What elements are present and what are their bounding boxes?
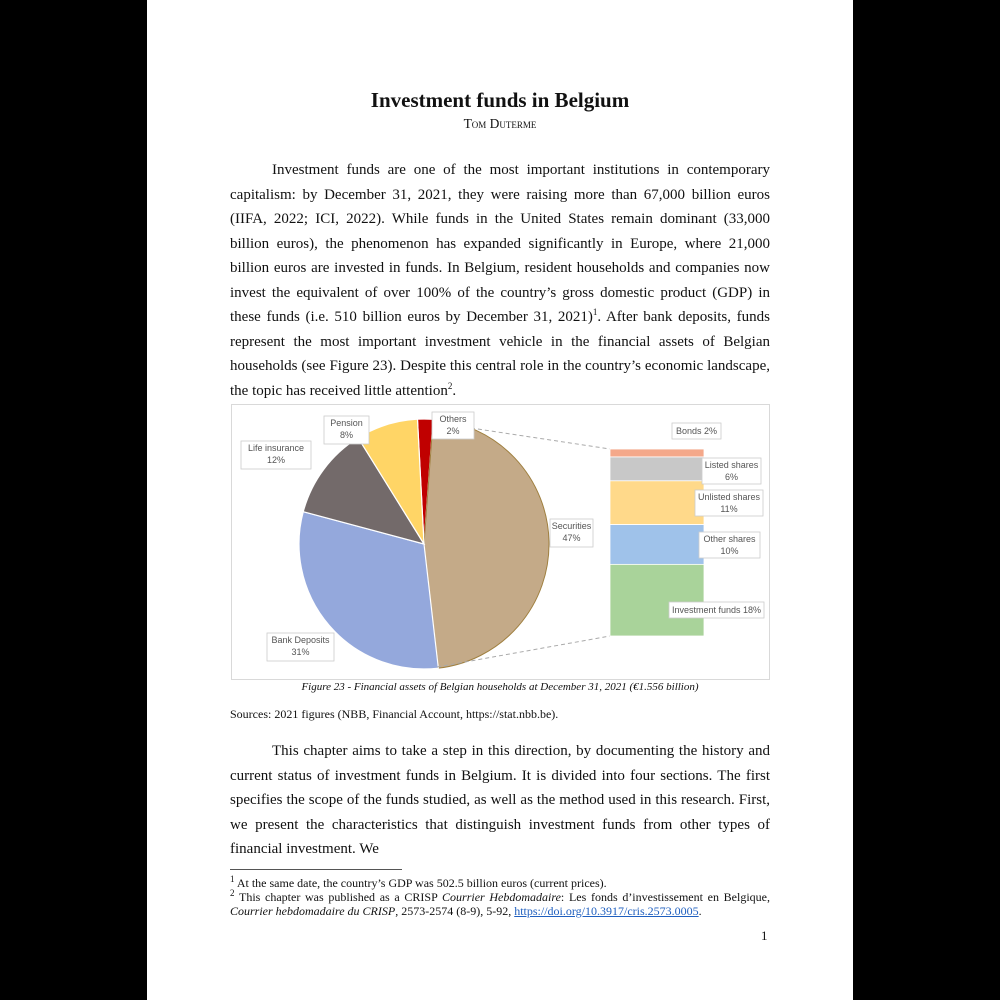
pie-slice-securities bbox=[424, 419, 549, 668]
data-label: Others bbox=[439, 414, 467, 424]
label-listed-shares bbox=[702, 458, 761, 484]
intro-paragraph bbox=[230, 158, 770, 403]
figure-23 bbox=[231, 404, 770, 680]
data-label: Bonds 2% bbox=[675, 426, 718, 436]
text: : Les fonds d’investissement en Belgique, bbox=[560, 890, 770, 904]
text: This chapter aims to take a step in this direction, by documenting the history and current status of investment funds in Belgium. It is divided into four sections. The first specifies the scope of the funds studied, as well as the method used in this research. First, we present the characteristics that distinguish investment funds from other types of financial investment. We bbox=[230, 743, 770, 857]
data-label: Investment funds 18% bbox=[671, 605, 762, 615]
footnote-text: At the same date, the country’s GDP was 502.5 billion euros (current prices). bbox=[236, 876, 607, 890]
page-number: 1 bbox=[761, 928, 768, 943]
figure-sources: Sources: 2021 figures (NBB, Financial Account, https://stat.nbb.be). bbox=[230, 707, 559, 721]
bar-segment-other-shares bbox=[610, 525, 704, 565]
footnote-1 bbox=[230, 876, 770, 890]
label-others bbox=[432, 412, 474, 439]
label-unlisted-shares bbox=[695, 490, 763, 516]
footnote-divider bbox=[230, 869, 402, 870]
bar-segment-bonds bbox=[610, 449, 704, 457]
footnote-ref-2[interactable]: 2 bbox=[447, 380, 453, 391]
pie-chart bbox=[232, 405, 771, 681]
text: . After bank deposits, funds represent the most important investment vehicle in the financial assets of Belgian households (see Figure 23). Despite this central role in the country’s economic landscape, the topic has received little attention bbox=[230, 309, 770, 399]
data-label: Securities bbox=[551, 521, 592, 531]
label-other-shares bbox=[699, 532, 760, 558]
figure-caption: Figure 23 - Financial assets of Belgian households at December 31, 2021 (€1.556 billion) bbox=[301, 681, 699, 693]
data-label: Other shares bbox=[703, 534, 756, 544]
label-life-insurance bbox=[241, 441, 311, 469]
text: Courrier hebdomadaire du CRISP bbox=[230, 904, 396, 918]
document-title: Investment funds in Belgium bbox=[370, 88, 630, 112]
footnote-2 bbox=[230, 890, 770, 918]
label-pension bbox=[324, 416, 369, 444]
data-label: Listed shares bbox=[704, 460, 759, 470]
text: . bbox=[698, 904, 702, 918]
text: Courrier Hebdomadaire bbox=[442, 890, 561, 904]
bar-segment-investment-funds bbox=[610, 564, 704, 636]
bar-segment-unlisted-shares bbox=[610, 481, 704, 525]
data-label: Life insurance bbox=[247, 443, 305, 453]
data-label: 2% bbox=[446, 426, 460, 436]
text: Investment funds are one of the most important institutions in contemporary capitalism: by December 31, 2021, they were raising more than 67,000 billion euros (IIFA, 2022; ICI, 2022). While funds in the United States remain dominant (33,000 billion euros), the phenomenon has expanded significantly in Europe, where 21,000 billion euros are invested in funds. In Belgium, resident households and companies now invest the equivalent of over 100% of the country’s gross domestic product (GDP) in these funds (i.e. 510 billion euros by December 31, 2021) bbox=[230, 162, 770, 325]
footnote-number: 1 bbox=[230, 874, 235, 884]
data-label: 47% bbox=[562, 533, 581, 543]
data-label: 12% bbox=[266, 455, 286, 465]
document-page bbox=[147, 0, 853, 1000]
data-label: 11% bbox=[720, 504, 738, 514]
author-name: Tom Duterme bbox=[463, 116, 537, 131]
data-label: 6% bbox=[724, 472, 739, 482]
text: , 2573-2574 (8-9), 5-92, bbox=[395, 904, 515, 918]
label-securities bbox=[550, 519, 593, 547]
data-label: Pension bbox=[330, 418, 363, 428]
footnote-number: 2 bbox=[230, 888, 235, 898]
label-bonds bbox=[672, 423, 721, 439]
data-label: Unlisted shares bbox=[697, 492, 761, 502]
label-investment-funds bbox=[669, 602, 764, 618]
label-bank-deposits bbox=[267, 633, 334, 661]
doi-link[interactable]: https://doi.org/10.3917/cris.2573.0005 bbox=[514, 904, 699, 918]
body-paragraph bbox=[230, 739, 770, 862]
data-label: Bank Deposits bbox=[271, 635, 330, 645]
data-label: 10% bbox=[720, 546, 739, 556]
data-label: 31% bbox=[291, 647, 310, 657]
text: This chapter was published as a CRISP bbox=[238, 890, 443, 904]
bar-segment-listed-shares bbox=[610, 457, 704, 481]
data-label: 8% bbox=[339, 430, 354, 440]
footnote-ref-1[interactable]: 1 bbox=[592, 307, 598, 317]
text: . bbox=[452, 382, 457, 399]
